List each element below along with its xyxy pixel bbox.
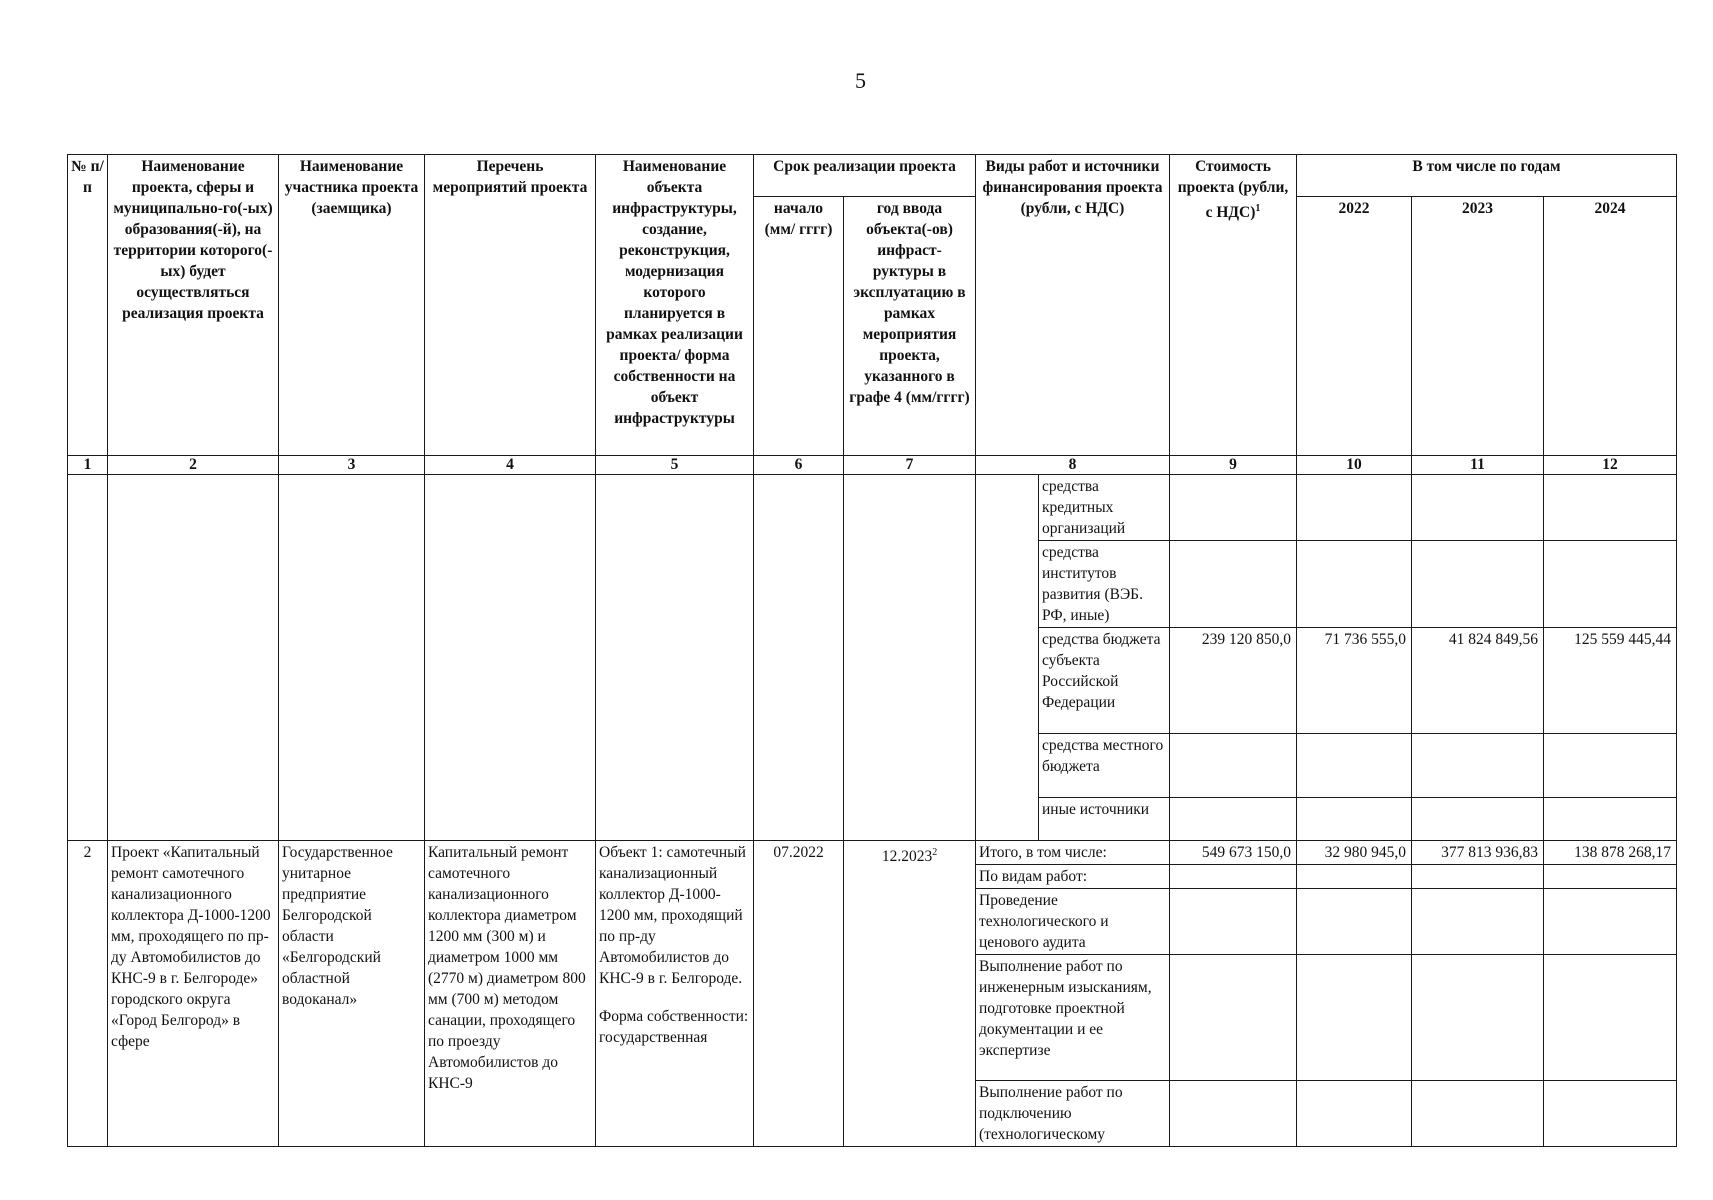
colnum-3: 3 [279, 456, 425, 475]
item-2023 [1412, 1081, 1544, 1147]
source-2022: 71 736 555,0 [1297, 628, 1412, 734]
source-label: средства кредитных организаций [1039, 475, 1170, 541]
source-2023 [1412, 734, 1544, 798]
source-2024 [1544, 541, 1677, 628]
source-2024 [1544, 734, 1677, 798]
item-label: Итого, в том числе: [976, 841, 1170, 865]
object-description: Объект 1: самотечный канализационный коллектор Д-1000-1200 мм, проходящий по пр-ду Автомобилистов до КНС-9 в г. Белгороде. [599, 844, 746, 987]
item-label: Выполнение работ по инженерным изысканиям, подготовке проектной документации и ее экспертизе [976, 955, 1170, 1081]
colnum-1: 1 [68, 456, 108, 475]
header-start: начало (мм/ гггг) [754, 197, 844, 456]
project-table [67, 154, 1677, 1147]
row-number: 2 [68, 841, 108, 1147]
commission-date-cell: 12.2023$^2$ [844, 841, 976, 1147]
table-row [68, 475, 1677, 541]
item-2024 [1544, 865, 1677, 889]
project-name-cell: Проект «Капитальный ремонт самотечного канализационного коллектора Д-1000-1200 мм, проходящего по пр-ду Автомобилистов до КНС-9 в г. Белгороде» городского округа «Город Белгород» в сфере [108, 841, 279, 1147]
colnum-12: 12 [1544, 456, 1677, 475]
colnum-2: 2 [108, 456, 279, 475]
source-2022 [1297, 475, 1412, 541]
item-cost [1170, 1081, 1297, 1147]
item-2024: 138 878 268,17 [1544, 841, 1677, 865]
source-2022 [1297, 798, 1412, 841]
participant-cell: Государственное унитарное предприятие Белгородской области «Белгородский областной водоканал» [279, 841, 425, 1147]
source-label: средства местного бюджета [1039, 734, 1170, 798]
source-cost: 239 120 850,0 [1170, 628, 1297, 734]
source-2023 [1412, 541, 1544, 628]
item-2023 [1412, 865, 1544, 889]
item-cost [1170, 955, 1297, 1081]
source-2023 [1412, 475, 1544, 541]
item-2024 [1544, 955, 1677, 1081]
header-year-2024: 2024 [1544, 197, 1677, 456]
source-2023: 41 824 849,56 [1412, 628, 1544, 734]
source-cost [1170, 798, 1297, 841]
source-2022 [1297, 541, 1412, 628]
item-2022 [1297, 889, 1412, 955]
header-cost: Стоимость проекта (рубли, с НДС)$^1$ [1170, 155, 1297, 456]
item-2022: 32 980 945,0 [1297, 841, 1412, 865]
source-cost [1170, 541, 1297, 628]
colnum-7: 7 [844, 456, 976, 475]
source-label: иные источники [1039, 798, 1170, 841]
source-cost [1170, 734, 1297, 798]
header-year-2023: 2023 [1412, 197, 1544, 456]
header-term: Срок реализации проекта [754, 155, 976, 197]
item-2022 [1297, 1081, 1412, 1147]
source-2024 [1544, 475, 1677, 541]
colnum-4: 4 [425, 456, 596, 475]
source-label: средства институтов развития (ВЭБ. РФ, иные) [1039, 541, 1170, 628]
item-2024 [1544, 1081, 1677, 1147]
item-2022 [1297, 955, 1412, 1081]
header-commission: год ввода объекта(-ов) инфраст-руктуры в эксплуатацию в рамках мероприятия проекта, указанного в графе 4 (мм/гггг) [844, 197, 976, 456]
header-works-sources: Виды работ и источники финансирования проекта (рубли, с НДС) [976, 155, 1170, 456]
colnum-11: 11 [1412, 456, 1544, 475]
item-label: Выполнение работ по подключению (технологическому [976, 1081, 1170, 1147]
table-row [68, 841, 1677, 865]
measures-cell: Капитальный ремонт самотечного канализационного коллектора диаметром 1200 мм (300 м) и диаметром 1000 мм (2770 м) диаметром 800 мм (700 м) методом санации, проходящего по проезду Автомобилистов до КНС-9 [425, 841, 596, 1147]
source-cost [1170, 475, 1297, 541]
item-2023: 377 813 936,83 [1412, 841, 1544, 865]
item-2023 [1412, 955, 1544, 1081]
item-2024 [1544, 889, 1677, 955]
source-2024: 125 559 445,44 [1544, 628, 1677, 734]
colnum-10: 10 [1297, 456, 1412, 475]
header-by-years: В том числе по годам [1297, 155, 1677, 197]
object-cell [596, 841, 754, 1147]
colnum-9: 9 [1170, 456, 1297, 475]
start-date-cell: 07.2022 [754, 841, 844, 1147]
item-cost [1170, 889, 1297, 955]
page-number: 5 [855, 68, 866, 93]
item-label: По видам работ: [976, 865, 1170, 889]
header-num: № п/п [68, 155, 108, 456]
header-measures: Перечень мероприятий проекта [425, 155, 596, 456]
item-cost: 549 673 150,0 [1170, 841, 1297, 865]
header-participant: Наименование участника проекта (заемщика) [279, 155, 425, 456]
header-object: Наименование объекта инфраструктуры, создание, реконструкция, модернизация которого планируется в рамках реализации проекта/ форма собственности на объект инфраструктуры [596, 155, 754, 456]
header-year-2022: 2022 [1297, 197, 1412, 456]
item-2022 [1297, 865, 1412, 889]
item-2023 [1412, 889, 1544, 955]
ownership-form: Форма собственности: государственная [599, 1008, 749, 1046]
colnum-8: 8 [976, 456, 1170, 475]
source-2023 [1412, 798, 1544, 841]
header-project-name: Наименование проекта, сферы и муниципально-го(-ых) образования(-й), на территории которого(-ых) будет осуществляться реализация проекта [108, 155, 279, 456]
item-label: Проведение технологического и ценового аудита [976, 889, 1170, 955]
item-cost [1170, 865, 1297, 889]
colnum-6: 6 [754, 456, 844, 475]
source-2024 [1544, 798, 1677, 841]
colnum-5: 5 [596, 456, 754, 475]
source-label: средства бюджета субъекта Российской Федерации [1039, 628, 1170, 734]
source-2022 [1297, 734, 1412, 798]
